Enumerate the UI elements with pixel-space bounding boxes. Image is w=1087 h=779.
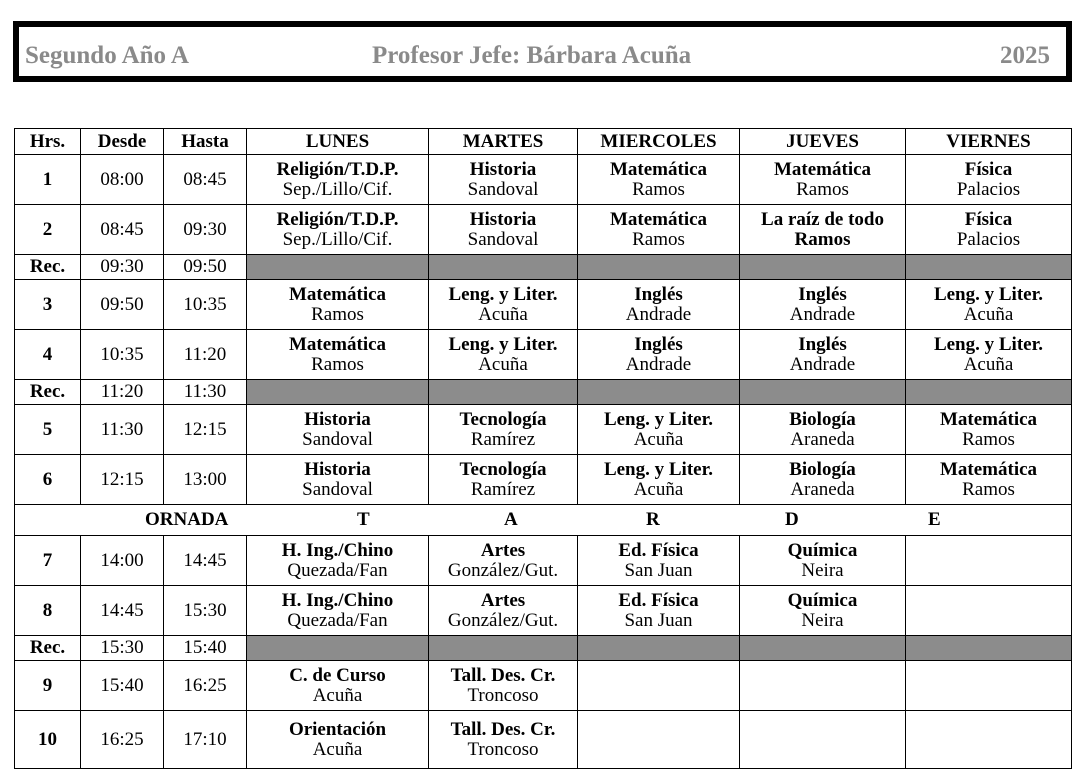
teacher-name: Ramos [632, 178, 685, 200]
class-row [15, 280, 1072, 330]
end-time: 11:20 [164, 330, 247, 380]
class-cell [906, 661, 1072, 711]
header-row [15, 129, 1072, 155]
class-cell [247, 536, 429, 586]
end-time: 13:00 [164, 455, 247, 505]
class-cell [247, 586, 429, 636]
class-cell [247, 280, 429, 330]
class-cell [740, 455, 906, 505]
recess-cell [578, 380, 740, 405]
class-cell [740, 280, 906, 330]
class-cell [740, 330, 906, 380]
teacher-name: Ramírez [470, 478, 536, 500]
start-time: 16:25 [81, 711, 164, 769]
class-cell [429, 280, 578, 330]
col-hrs: Hrs. [15, 129, 81, 155]
class-cell [429, 586, 578, 636]
col-tuesday: MARTES [429, 129, 578, 155]
class-cell [740, 205, 906, 255]
class-cell [247, 405, 429, 455]
class-row [15, 455, 1072, 505]
jornada-letter: E [928, 509, 941, 530]
class-cell [740, 661, 906, 711]
hour-number: Rec. [15, 255, 81, 280]
class-cell [429, 155, 578, 205]
hour-number: Rec. [15, 380, 81, 405]
subject-name: Religión/T.D.P. [276, 208, 399, 230]
start-time: 08:45 [81, 205, 164, 255]
subject-name: Historia [304, 458, 371, 480]
hour-number: 1 [15, 155, 81, 205]
hour-number: 9 [15, 661, 81, 711]
subject-name: Tall. Des. Cr. [450, 664, 556, 686]
subject-name: Matemática [939, 408, 1038, 430]
recess-cell [429, 255, 578, 280]
class-cell [429, 330, 578, 380]
subject-name: Matemática [288, 333, 387, 355]
class-row [15, 536, 1072, 586]
recess-cell [429, 636, 578, 661]
class-cell [429, 205, 578, 255]
subject-name: Religión/T.D.P. [276, 158, 399, 180]
teacher-name: Ramos [962, 478, 1015, 500]
class-cell [247, 155, 429, 205]
subject-name: H. Ing./Chino [281, 589, 394, 611]
hour-number: 6 [15, 455, 81, 505]
teacher-name: Ramos [632, 228, 685, 250]
recess-cell [578, 255, 740, 280]
teacher-name: Araneda [790, 428, 855, 450]
teacher-name: Sandoval [302, 428, 373, 450]
recess-cell [247, 255, 429, 280]
class-cell [740, 155, 906, 205]
teacher-name: Quezada/Fan [287, 559, 388, 581]
teacher-name: Ramos [311, 303, 364, 325]
class-cell [578, 661, 740, 711]
subject-name: Química [787, 539, 858, 561]
subject-name: Matemática [288, 283, 387, 305]
class-cell [429, 455, 578, 505]
teacher-name: González/Gut. [447, 559, 559, 581]
class-cell [906, 330, 1072, 380]
subject-name: Inglés [634, 283, 683, 305]
subject-name: Leng. y Liter. [603, 408, 714, 430]
class-cell [906, 455, 1072, 505]
subject-name: Orientación [288, 718, 387, 740]
teacher-name: Andrade [789, 353, 856, 375]
class-cell [578, 405, 740, 455]
schedule-table [14, 128, 1072, 769]
end-time: 08:45 [164, 155, 247, 205]
teacher-name: Acuña [633, 428, 684, 450]
subject-name: Leng. y Liter. [603, 458, 714, 480]
end-time: 15:40 [164, 636, 247, 661]
recess-cell [906, 380, 1072, 405]
recess-cell [429, 380, 578, 405]
start-time: 08:00 [81, 155, 164, 205]
class-cell [740, 586, 906, 636]
end-time: 15:30 [164, 586, 247, 636]
hour-number: 7 [15, 536, 81, 586]
start-time: 10:35 [81, 330, 164, 380]
teacher-name: Andrade [625, 303, 692, 325]
jornada-label: ORNADA [145, 509, 229, 530]
teacher-name: Neira [801, 559, 844, 581]
subject-name: Física [964, 158, 1013, 180]
class-row [15, 155, 1072, 205]
teacher-name: Palacios [956, 228, 1021, 250]
teacher-name: Acuña [963, 353, 1014, 375]
jornada-tarde-row [15, 505, 1072, 536]
class-cell [906, 711, 1072, 769]
teacher-name: Acuña [633, 478, 684, 500]
class-row [15, 661, 1072, 711]
hour-number: 10 [15, 711, 81, 769]
school-year: 2025 [1000, 42, 1050, 69]
subject-name: Leng. y Liter. [448, 283, 558, 305]
subject-name: Ed. Física [618, 589, 699, 611]
subject-name: Matemática [609, 158, 708, 180]
teacher-name: Sandoval [467, 228, 539, 250]
class-cell [247, 661, 429, 711]
subject-name: Matemática [609, 208, 708, 230]
hour-number: Rec. [15, 636, 81, 661]
start-time: 09:30 [81, 255, 164, 280]
subject-name: Inglés [798, 283, 847, 305]
hour-number: 5 [15, 405, 81, 455]
class-cell [906, 536, 1072, 586]
course-title: Segundo Año A [25, 42, 189, 69]
subject-name: Leng. y Liter. [448, 333, 558, 355]
start-time: 14:45 [81, 586, 164, 636]
class-cell [578, 586, 740, 636]
recess-cell [740, 255, 906, 280]
subject-name: Historia [469, 208, 537, 230]
class-cell [578, 155, 740, 205]
recess-cell [247, 636, 429, 661]
schedule-header [13, 21, 1072, 82]
subject-name: La raíz de todo [761, 208, 884, 230]
recess-cell [906, 636, 1072, 661]
subject-name: Química [787, 589, 858, 611]
teacher-name: San Juan [624, 609, 693, 631]
subject-name: Artes [480, 589, 526, 611]
recess-row [15, 636, 1072, 661]
class-cell [247, 205, 429, 255]
class-cell [429, 661, 578, 711]
end-time: 17:10 [164, 711, 247, 769]
subject-name: Inglés [798, 333, 847, 355]
hour-number: 8 [15, 586, 81, 636]
teacher-name: Ramos [794, 228, 851, 250]
recess-cell [740, 380, 906, 405]
teacher-name: Ramos [796, 178, 849, 200]
col-to: Hasta [164, 129, 247, 155]
teacher-name: González/Gut. [447, 609, 559, 631]
teacher-name: Sep./Lillo/Cif. [282, 178, 393, 200]
teacher-name: Sandoval [302, 478, 373, 500]
class-cell [247, 330, 429, 380]
class-row [15, 586, 1072, 636]
end-time: 14:45 [164, 536, 247, 586]
subject-name: Artes [480, 539, 526, 561]
recess-row [15, 255, 1072, 280]
recess-cell [247, 380, 429, 405]
subject-name: Inglés [634, 333, 683, 355]
col-friday: VIERNES [906, 129, 1072, 155]
end-time: 10:35 [164, 280, 247, 330]
end-time: 16:25 [164, 661, 247, 711]
class-cell [906, 280, 1072, 330]
teacher-name: Andrade [625, 353, 692, 375]
start-time: 12:15 [81, 455, 164, 505]
teacher-name: Quezada/Fan [287, 609, 388, 631]
class-cell [247, 455, 429, 505]
subject-name: H. Ing./Chino [281, 539, 394, 561]
subject-name: Tall. Des. Cr. [450, 718, 556, 740]
class-cell [429, 405, 578, 455]
teacher-name: Acuña [312, 684, 363, 706]
hour-number: 3 [15, 280, 81, 330]
teacher-name: Palacios [956, 178, 1021, 200]
end-time: 12:15 [164, 405, 247, 455]
class-cell [578, 536, 740, 586]
teacher-name: Neira [801, 609, 844, 631]
subject-name: Historia [304, 408, 371, 430]
class-cell [578, 280, 740, 330]
start-time: 15:40 [81, 661, 164, 711]
subject-name: Tecnología [459, 408, 547, 430]
subject-name: C. de Curso [289, 664, 386, 686]
subject-name: Leng. y Liter. [933, 333, 1044, 355]
jornada-letter: R [646, 509, 660, 530]
class-cell [906, 405, 1072, 455]
hour-number: 2 [15, 205, 81, 255]
col-thursday: JUEVES [740, 129, 906, 155]
class-cell [429, 536, 578, 586]
col-wednesday: MIERCOLES [578, 129, 740, 155]
start-time: 11:20 [81, 380, 164, 405]
teacher-name: Acuña [312, 738, 363, 760]
class-cell [740, 405, 906, 455]
class-cell [740, 711, 906, 769]
teacher-name: Troncoso [467, 684, 539, 706]
recess-cell [740, 636, 906, 661]
end-time: 09:50 [164, 255, 247, 280]
subject-name: Leng. y Liter. [933, 283, 1044, 305]
class-cell [578, 330, 740, 380]
teacher-name: Araneda [790, 478, 855, 500]
class-cell [906, 205, 1072, 255]
end-time: 11:30 [164, 380, 247, 405]
class-cell [247, 711, 429, 769]
class-cell [578, 711, 740, 769]
class-cell [578, 205, 740, 255]
hour-number: 4 [15, 330, 81, 380]
class-row [15, 711, 1072, 769]
jornada-letter: T [357, 509, 370, 530]
subject-name: Tecnología [459, 458, 547, 480]
recess-cell [578, 636, 740, 661]
col-from: Desde [81, 129, 164, 155]
subject-name: Ed. Física [618, 539, 699, 561]
subject-name: Física [964, 208, 1013, 230]
head-teacher: Profesor Jefe: Bárbara Acuña [372, 42, 692, 69]
recess-row [15, 380, 1072, 405]
start-time: 15:30 [81, 636, 164, 661]
end-time: 09:30 [164, 205, 247, 255]
teacher-name: Acuña [963, 303, 1014, 325]
subject-name: Matemática [939, 458, 1038, 480]
class-cell [740, 536, 906, 586]
jornada-tarde-banner [15, 505, 1072, 536]
jornada-letter: A [504, 509, 518, 530]
start-time: 11:30 [81, 405, 164, 455]
subject-name: Biología [789, 458, 856, 480]
teacher-name: Acuña [478, 303, 528, 325]
recess-cell [906, 255, 1072, 280]
start-time: 09:50 [81, 280, 164, 330]
class-row [15, 405, 1072, 455]
teacher-name: Andrade [789, 303, 856, 325]
subject-name: Matemática [773, 158, 872, 180]
class-cell [429, 711, 578, 769]
class-cell [906, 586, 1072, 636]
class-row [15, 330, 1072, 380]
col-monday: LUNES [247, 129, 429, 155]
teacher-name: Sandoval [467, 178, 539, 200]
subject-name: Biología [789, 408, 856, 430]
start-time: 14:00 [81, 536, 164, 586]
class-row [15, 205, 1072, 255]
teacher-name: Ramírez [470, 428, 536, 450]
teacher-name: Sep./Lillo/Cif. [282, 228, 393, 250]
teacher-name: San Juan [624, 559, 693, 581]
teacher-name: Ramos [311, 353, 364, 375]
jornada-letter: D [785, 509, 799, 530]
teacher-name: Ramos [962, 428, 1015, 450]
teacher-name: Acuña [478, 353, 528, 375]
class-cell [906, 155, 1072, 205]
class-cell [578, 455, 740, 505]
teacher-name: Troncoso [467, 738, 539, 760]
subject-name: Historia [469, 158, 537, 180]
